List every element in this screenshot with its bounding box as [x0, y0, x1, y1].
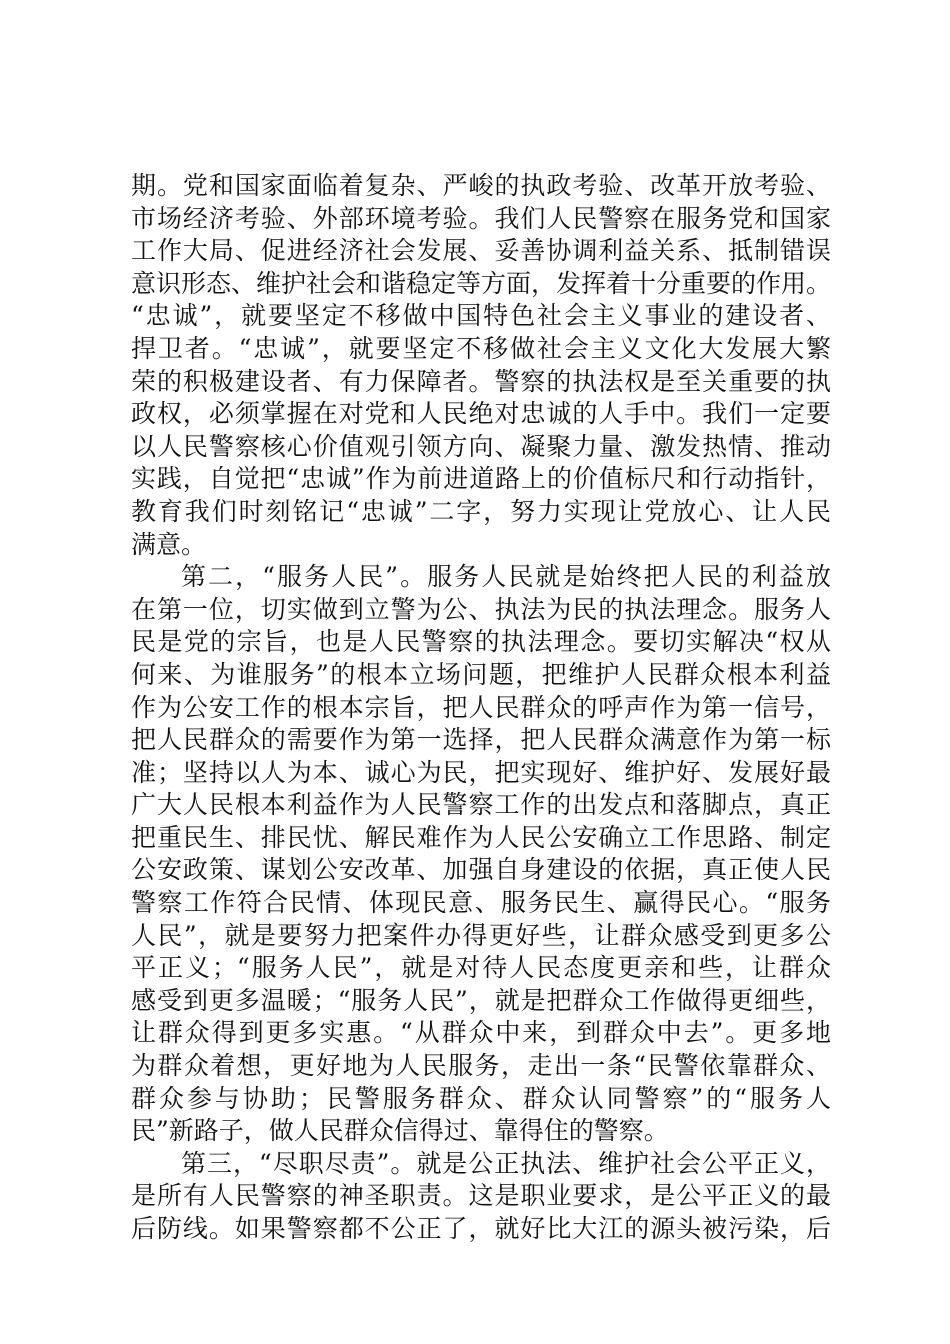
text-line: 何来、为谁服务”的根本立场问题，把维护人民群众根本利益 — [131, 659, 831, 689]
text-line: 平正义；“服务人民”，就是对待人民态度更亲和些，让群众 — [131, 953, 831, 983]
text-line: 把人民群众的需要作为第一选择，把人民群众满意作为第一标 — [131, 725, 831, 755]
text-line: 感受到更多温暖；“服务人民”，就是把群众工作做得更细些， — [131, 985, 831, 1015]
text-line: 民是党的宗旨，也是人民警察的执法理念。要切实解决“权从 — [131, 627, 831, 657]
text-line: 意识形态、维护社会和谐稳定等方面，发挥着十分重要的作用。 — [131, 268, 832, 298]
text-line: 准；坚持以人为本、诚心为民，把实现好、维护好、发展好最 — [131, 757, 831, 787]
text-line: 捍卫者。“忠诚”，就要坚定不移做社会主义文化大发展大繁 — [131, 333, 831, 363]
text-line: 民”新路子，做人民群众信得过、靠得住的警察。 — [131, 1116, 669, 1146]
text-line: 荣的积极建设者、有力保障者。警察的执法权是至关重要的执 — [131, 366, 831, 396]
text-line: 公安政策、谋划公安改革、加强自身建设的依据，真正使人民 — [131, 855, 831, 885]
document-body — [131, 170, 831, 1246]
text-line: 第二，“服务人民”。服务人民就是始终把人民的利益放 — [181, 562, 831, 592]
text-line: 第三，“尽职尽责”。就是公正执法、维护社会公平正义， — [181, 1148, 831, 1178]
text-line: 群众参与协助；民警服务群众、群众认同警察”的“服务人 — [131, 1083, 831, 1113]
text-line: 是所有人民警察的神圣职责。这是职业要求，是公平正义的最 — [131, 1181, 831, 1211]
text-line: 以人民警察核心价值观引领方向、凝聚力量、激发热情、推动 — [131, 431, 831, 461]
text-line: 人民”，就是要努力把案件办得更好些，让群众感受到更多公 — [131, 920, 831, 950]
text-line: 满意。 — [131, 529, 207, 559]
text-line: 实践，自觉把“忠诚”作为前进道路上的价值标尺和行动指针， — [131, 464, 831, 494]
text-line: 市场经济考验、外部环境考验。我们人民警察在服务党和国家 — [131, 203, 831, 233]
text-line: 在第一位，切实做到立警为公、执法为民的执法理念。服务人 — [131, 594, 831, 624]
text-line: 教育我们时刻铭记“忠诚”二字，努力实现让党放心、让人民 — [131, 496, 831, 526]
text-line: 作为公安工作的根本宗旨，把人民群众的呼声作为第一信号， — [131, 692, 831, 722]
text-line: 期。党和国家面临着复杂、严峻的执政考验、改革开放考验、 — [131, 171, 831, 200]
text-line: 工作大局、促进经济社会发展、妥善协调利益关系、抵制错误 — [131, 236, 831, 266]
text-line: 警察工作符合民情、体现民意、服务民生、赢得民心。“服务 — [131, 888, 831, 918]
text-line: 政权，必须掌握在对党和人民绝对忠诚的人手中。我们一定要 — [131, 399, 831, 429]
text-line: 广大人民根本利益作为人民警察工作的出发点和落脚点，真正 — [131, 790, 831, 820]
text-line: 把重民生、排民忧、解民难作为人民公安确立工作思路、制定 — [131, 822, 831, 852]
text-line: 后防线。如果警察都不公正了，就好比大江的源头被污染，后 — [131, 1214, 831, 1243]
text-line: “忠诚”，就要坚定不移做中国特色社会主义事业的建设者、 — [131, 301, 831, 331]
text-line: 让群众得到更多实惠。“从群众中来，到群众中去”。更多地 — [131, 1018, 831, 1048]
text-line: 为群众着想，更好地为人民服务，走出一条“民警依靠群众、 — [131, 1051, 831, 1081]
